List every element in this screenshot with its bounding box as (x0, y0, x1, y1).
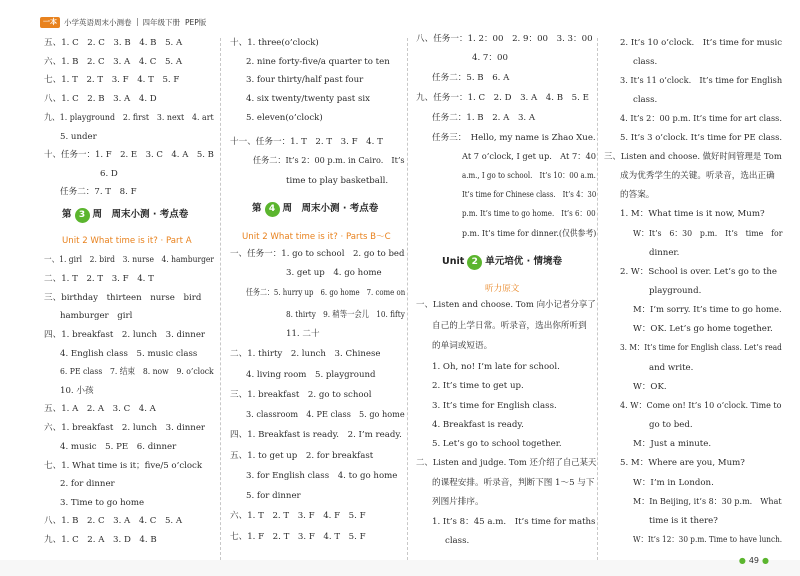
answer-line: 三、1. breakfast 2. go to school (230, 390, 372, 400)
answer-line: 4. English class 5. music class (60, 349, 198, 359)
column-divider (407, 38, 408, 560)
answer-line: 八、1. C 2. B 3. A 4. D (44, 94, 157, 104)
answer-line: 的单词或短语。 (432, 341, 493, 351)
answer-line: 九、1. C 2. A 3. D 4. B (44, 535, 157, 545)
answer-line: 11. 二十 (286, 329, 320, 339)
series-title: 小学英语周末小测卷 (64, 17, 132, 27)
brand-logo: 一本 (40, 17, 60, 28)
week-number-badge: 4 (265, 202, 280, 217)
answer-line: 1. Oh, no! I’m late for school. (432, 362, 560, 372)
answer-line: 八、1. B 2. C 3. A 4. C 5. A (44, 516, 183, 526)
answer-line: 2. It’s 10 o’clock. It’s time for music (620, 38, 783, 48)
week-number-badge: 3 (75, 208, 90, 223)
answer-line: 一、Listen and choose. Tom 向小记者分享了 (416, 300, 596, 310)
answer-line: 九、任务一：1. C 2. D 3. A 4. B 5. E (416, 93, 589, 103)
answer-line: 任务二：5. B 6. A (432, 73, 510, 83)
answer-line: 七、1. What time is it；five/5 o’clock (44, 461, 203, 471)
answer-line: 3. It’s time for English class. (432, 401, 557, 411)
answer-line: 6. PE class 7. 结束 8. now 9. o’clock (60, 367, 214, 377)
answer-line: p.m. It’s time to go home. It’s 6：00 (462, 209, 596, 219)
answer-line: 二、Listen and judge. Tom 还介绍了自己某天 (416, 458, 597, 468)
answer-line: p.m. It’s time for dinner.(仅供参考) (462, 229, 597, 239)
answer-line: 2. nine forty-five/a quarter to ten (246, 57, 390, 67)
answer-line: 3. get up 4. go home (286, 268, 382, 278)
answer-line: 的答案。 (620, 190, 655, 200)
answer-line: 成为优秀学生的关键。听录音，选出正确 (620, 171, 775, 181)
column-divider (597, 38, 598, 560)
answer-line: 2. for dinner (60, 479, 115, 489)
answer-line: 3. Time to go home (60, 498, 145, 508)
answer-line: 3. four thirty/half past four (246, 75, 364, 85)
answer-line: 任务三： Hello, my name is Zhao Xue. (432, 133, 596, 143)
answer-line: M：Just a minute. (633, 439, 712, 449)
answer-line: class. (633, 57, 658, 67)
answer-line: M：I’m sorry. It’s time to go home. (633, 305, 782, 315)
answer-line: playground. (649, 286, 702, 296)
answer-line: 的课程安排。听录音，判断下图 1～5 与下 (432, 478, 595, 488)
answer-line: 六、1. T 2. T 3. F 4. F 5. F (230, 511, 366, 521)
answer-line: 2. W：School is over. Let’s go to the (620, 267, 778, 277)
answer-line: 五、1. C 2. C 3. B 4. B 5. A (44, 38, 183, 48)
answer-line: 2. It’s time to get up. (432, 381, 524, 391)
answer-line: 4. W：Come on! It’s 10 o’clock. Time to (620, 401, 782, 411)
answer-line: 任务二：It’s 2：00 p.m. in Cairo. It’s (253, 156, 405, 166)
answer-line: 任务二：5. hurry up 6. go home 7. come on (246, 288, 406, 298)
answer-line: 5. It’s 3 o’clock. It’s time for PE class. (620, 133, 783, 143)
answer-line: M：In Beijing, it’s 8：30 p.m. What (633, 497, 782, 507)
answer-line: class. (633, 95, 658, 105)
answer-line: 5. M：Where are you, Mum? (620, 458, 745, 468)
answer-line: 十、1. three(o’clock) (230, 38, 319, 48)
page-number: ● 49 ● (738, 556, 769, 565)
answer-line: 4. It’s 2：00 p.m. It’s time for art class. (620, 114, 782, 124)
answer-line: 5. eleven(o’clock) (246, 113, 323, 123)
answer-line: 八、任务一：1. 2：00 2. 9：00 3. 3：00 (416, 34, 593, 44)
answer-line: W：OK. Let’s go home together. (633, 324, 773, 334)
week-4-heading: 第 4 周 周末小测 · 考点卷 (252, 201, 378, 217)
answer-line: 4. 7：00 (472, 53, 508, 63)
answer-line: 一、1. girl 2. bird 3. nurse 4. hamburger (44, 255, 215, 265)
listening-script-subtitle: 听力原文 (485, 284, 520, 294)
answer-line: 3. M：It’s time for English class. Let’s read (620, 343, 782, 353)
answer-line: and write. (649, 363, 694, 373)
edition-label: PEP版 (185, 17, 207, 27)
answer-line: 一、任务一：1. go to school 2. go to bed (230, 249, 405, 259)
answer-column-4 (604, 0, 782, 576)
answer-line: 1. M：What time is it now, Mum? (620, 209, 765, 219)
answer-line: 自己的上学日常。听录音，选出你所听到 (432, 321, 587, 331)
answer-line: 三、birthday thirteen nurse bird (44, 293, 202, 303)
answer-line: 九、1. playground 2. first 3. next 4. art (44, 113, 214, 123)
answer-line: 五、1. to get up 2. for breakfast (230, 451, 374, 461)
answer-line: dinner. (649, 248, 680, 258)
answer-line: 六、1. B 2. C 3. A 4. C 5. A (44, 57, 183, 67)
answer-line: 列图片排序。 (432, 497, 484, 507)
answer-line: 8. thirty 9. 稍等一会儿 10. fifty (286, 310, 405, 320)
answer-line: go to bed. (649, 420, 693, 430)
answer-line: 任务二：1. B 2. A 3. A (432, 113, 536, 123)
answer-line: time is it there? (649, 516, 718, 526)
answer-line: 五、1. A 2. A 3. C 4. A (44, 404, 156, 414)
unit-subtitle: Unit 2 What time is it? · Part A (62, 236, 192, 246)
answer-line: 七、1. T 2. T 3. F 4. T 5. F (44, 75, 180, 85)
answer-line: W：I’m in London. (633, 478, 714, 488)
answer-line: W：OK. (633, 382, 667, 392)
answer-line: 6. D (100, 169, 118, 179)
answer-line: 4. music 5. PE 6. dinner (60, 442, 177, 452)
unit-number-badge: 2 (467, 255, 482, 270)
answer-column-2 (230, 0, 405, 576)
answer-line: 任务二：7. T 8. F (60, 187, 137, 197)
answer-line: 十、任务一：1. F 2. E 3. C 4. A 5. B (44, 150, 214, 160)
answer-line: At 7 o’clock, I get up. At 7：40 (462, 152, 597, 162)
answer-line: 3. for English class 4. to go home (246, 471, 398, 481)
answer-line: 4. Breakfast is ready. (432, 420, 524, 430)
answer-line: 5. Let’s go to school together. (432, 439, 562, 449)
answer-line: 3. classroom 4. PE class 5. go home (246, 410, 405, 420)
answer-line: 四、1. breakfast 2. lunch 3. dinner (44, 330, 206, 340)
answer-line: 3. It’s 11 o’clock. It’s time for English (620, 76, 783, 86)
answer-line: 10. 小孩 (60, 386, 94, 396)
answer-line: 1. It’s 8：45 a.m. It’s time for maths (432, 517, 596, 527)
answer-line: 二、1. T 2. T 3. F 4. T (44, 274, 154, 284)
answer-line: 六、1. breakfast 2. lunch 3. dinner (44, 423, 206, 433)
answer-line: 十一、任务一：1. T 2. T 3. F 4. T (230, 137, 383, 147)
answer-line: 七、1. F 2. T 3. F 4. T 5. F (230, 532, 366, 542)
answer-line: It’s time for Chinese class. It’s 4：30 (462, 190, 597, 200)
answer-line: 5. under (60, 132, 97, 142)
answer-line: 4. six twenty/twenty past six (246, 94, 370, 104)
answer-line: hamburger girl (60, 311, 133, 321)
answer-line: W：It’s 12：30 p.m. Time to have lunch. (633, 535, 783, 545)
answer-line: 4. living room 5. playground (246, 370, 376, 380)
answer-line: 三、Listen and choose. 做好时间管理是 Tom (604, 152, 782, 162)
answer-line: W：It’s 6：30 p.m. It’s time for (633, 229, 783, 239)
unit-2-heading: Unit 2 单元培优 · 情境卷 (442, 254, 562, 270)
grade-label: 四年级下册 (142, 17, 180, 27)
column-divider (220, 38, 221, 560)
answer-column-1 (44, 0, 214, 576)
answer-line: 5. for dinner (246, 491, 301, 501)
answer-column-3 (416, 0, 596, 576)
answer-line: class. (445, 536, 470, 546)
answer-line: time to play basketball. (286, 176, 389, 186)
answer-line: 四、1. Breakfast is ready. 2. I’m ready. (230, 430, 402, 440)
unit-subtitle: Unit 2 What time is it? · Parts B～C (242, 232, 391, 242)
answer-line: a.m., I go to school. It’s 10：00 a.m. (462, 171, 596, 181)
answer-line: 二、1. thirty 2. lunch 3. Chinese (230, 349, 381, 359)
week-3-heading: 第 3 周 周末小测 · 考点卷 (62, 207, 188, 223)
